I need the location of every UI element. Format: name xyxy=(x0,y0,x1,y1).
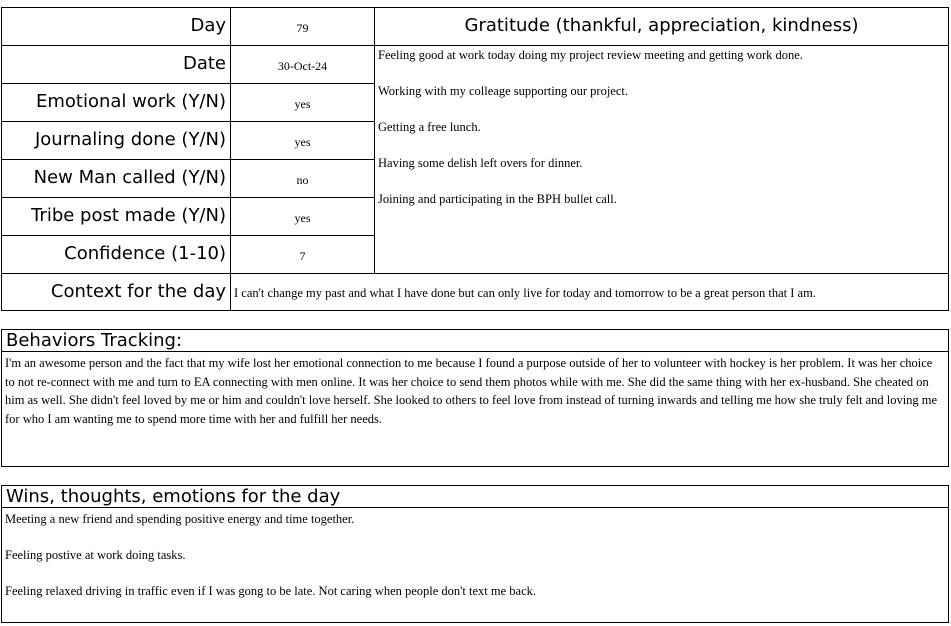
wins-title: Wins, thoughts, emotions for the day xyxy=(1,485,949,508)
wins-item: Meeting a new friend and spending positive energy and time together. xyxy=(5,512,355,526)
gratitude-item: Joining and participating in the BPH bullet call. xyxy=(378,192,617,206)
tribe-post-label: Tribe post made (Y/N) xyxy=(1,197,231,236)
new-man-called-value[interactable]: no xyxy=(230,159,375,198)
journaling-label: Journaling done (Y/N) xyxy=(1,121,231,160)
gratitude-item: Working with my colleage supporting our project. xyxy=(378,84,628,98)
confidence-label: Confidence (1-10) xyxy=(1,235,231,274)
date-value[interactable]: 30-Oct-24 xyxy=(230,45,375,84)
gratitude-list[interactable] xyxy=(374,45,949,274)
tribe-post-value[interactable]: yes xyxy=(230,197,375,236)
gratitude-item: Feeling good at work today doing my project review meeting and getting work done. xyxy=(378,48,803,62)
day-value[interactable]: 79 xyxy=(230,7,375,46)
date-label: Date xyxy=(1,45,231,84)
emotional-work-value[interactable]: yes xyxy=(230,83,375,122)
gratitude-title: Gratitude (thankful, appreciation, kindness) xyxy=(374,7,949,46)
wins-item: Feeling postive at work doing tasks. xyxy=(5,548,186,562)
new-man-called-label: New Man called (Y/N) xyxy=(1,159,231,198)
context-label: Context for the day xyxy=(1,273,231,311)
gratitude-item: Having some delish left overs for dinner. xyxy=(378,156,583,170)
emotional-work-label: Emotional work (Y/N) xyxy=(1,83,231,122)
confidence-value[interactable]: 7 xyxy=(230,235,375,274)
day-label: Day xyxy=(1,7,231,46)
behaviors-text[interactable]: I'm an awesome person and the fact that my wife lost her emotional connection to me because I found a purpose outside of her to volunteer with hockey is her problem. It was her choice to not re-connect with me and turn to EA connecting with men online. It was her choice to send them photos while with me. She did the same thing with her ex-husband. She cheated on him as well. She didn't feel loved by me or him and couldn't love herself. She looked to others to feel love from instead of turning inwards and telling me how she truly felt and loving me for who I am wanting me to spend more time with her and fulfill her needs. xyxy=(1,351,949,467)
wins-item: Feeling relaxed driving in traffic even if I was gong to be late. Not caring when people don't text me back. xyxy=(5,584,537,598)
context-text[interactable]: I can't change my past and what I have done but can only live for today and tomorrow to be a great person that I am. xyxy=(230,273,949,311)
gratitude-item: Getting a free lunch. xyxy=(378,120,481,134)
wins-list[interactable] xyxy=(1,507,949,623)
journaling-value[interactable]: yes xyxy=(230,121,375,160)
behaviors-title: Behaviors Tracking: xyxy=(1,329,949,352)
